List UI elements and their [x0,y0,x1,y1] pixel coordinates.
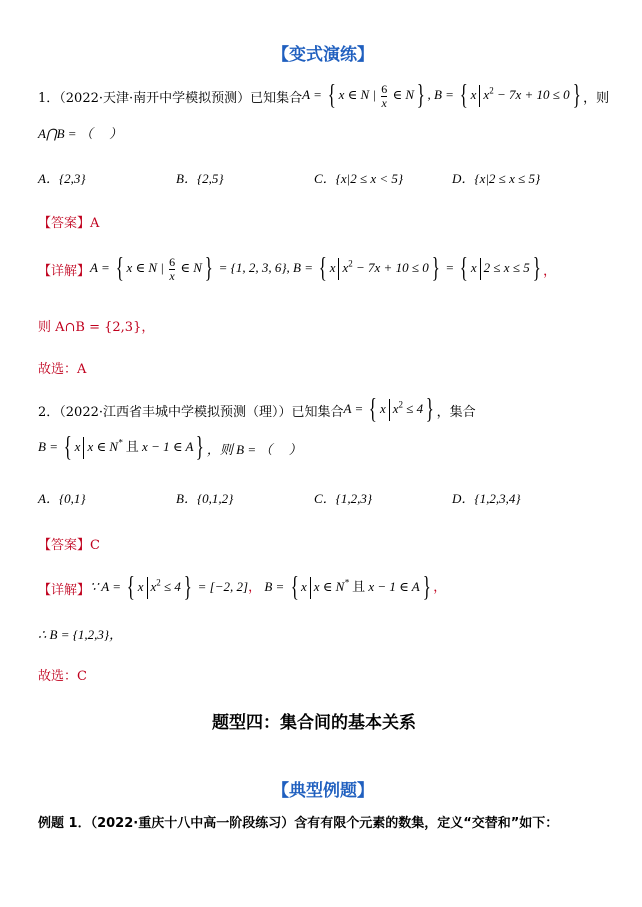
q2-option-c[interactable]: C．{1,2,3} [314,491,373,506]
q2-detail [38,572,447,603]
q2-choose-value: C [77,669,87,684]
q2-option-a[interactable]: A．{0,1} [38,491,86,506]
q1-answer-value: A [90,216,100,231]
q2-stem-line2-tail: ，则 B = （ ） [206,441,302,457]
q1-option-b[interactable]: B．{2,5} [176,171,224,186]
q1-then-line: 则 A∩B = {2,3}， [38,320,155,335]
q1-option-a[interactable]: A．{2,3} [38,171,86,186]
q2-stem-mid: ，集合 [436,404,476,420]
q1-choose-value: A [77,362,87,377]
q1-detail-label: 【详解】 [38,263,91,279]
q2-set-b: B = { x x ∈ N* 且 x − 1 ∈ A} [38,432,205,463]
q2-choose [38,665,87,684]
q1-option-c[interactable]: C．{x|2 ≤ x < 5} [314,171,404,186]
q2-stem-prefix: 2．（2022·江西省丰城中学模拟预测（理））已知集合 [38,404,344,420]
example-1 [38,812,558,831]
q1-stem-suffix: ，则 [583,90,610,106]
q1-stem [38,80,610,111]
section-title: 题型四：集合间的基本关系 [212,713,416,733]
q2-answer-label: 【答案】 [38,538,91,553]
q2-choose-label: 故选： [38,669,78,684]
q1-detail-tail: ， [543,263,557,279]
q1-detail-math: A = { x ∈ N | $\frac{6}{x}$ ∈ N} = {1, 2, 3, 6}, B = { x $x^2 - 7x + 10 \le 0$} = { x 2 ≤ x ≤ 5} [90,253,541,284]
q1-choose [38,358,86,377]
q1-stem-line2: A⋂B = （ ） [38,126,123,141]
q2-stem-line2 [38,432,302,463]
example-1-text: （2022·重庆十八中高一阶段练习）含有有限个元素的数集，定义“交替和”如下： [90,816,559,831]
q2-detail-label: 【详解】 [38,582,91,598]
q2-stem [38,394,476,425]
q2-answer-value: C [90,538,100,553]
q1-stem-prefix: 1．（2022·天津·南开中学模拟预测）已知集合 [38,90,303,106]
q2-option-d[interactable]: D．{1,2,3,4} [452,491,521,506]
typical-heading: 【典型例题】 [272,781,374,801]
q1-answer-label: 【答案】 [38,216,91,231]
q2-option-b[interactable]: B．{0,1,2} [176,491,234,506]
example-1-label: 例题 1． [38,816,91,831]
q2-then-line: ∴ B = {1,2,3}， [38,627,123,642]
q1-option-d[interactable]: D．{x|2 ≤ x ≤ 5} [452,171,541,186]
q1-set-a: A = { x ∈ N | $\frac{6}{x}$ ∈ N} , B = { x $x^2 - 7x + 10 \le 0$} [302,80,581,111]
q2-set-a: A = { x $x^2 \le 4$} [343,394,434,425]
q2-detail-math: ∵ A = { x $x^2 \le 4\} = [-2$, 2]， B = { x x ∈ N* 且 x − 1 ∈ A} ， [90,572,447,603]
q1-detail [38,253,557,284]
q2-answer [38,534,100,553]
q1-answer [38,212,99,231]
variant-heading: 【变式演练】 [272,45,374,65]
q1-choose-label: 故选： [38,362,78,377]
